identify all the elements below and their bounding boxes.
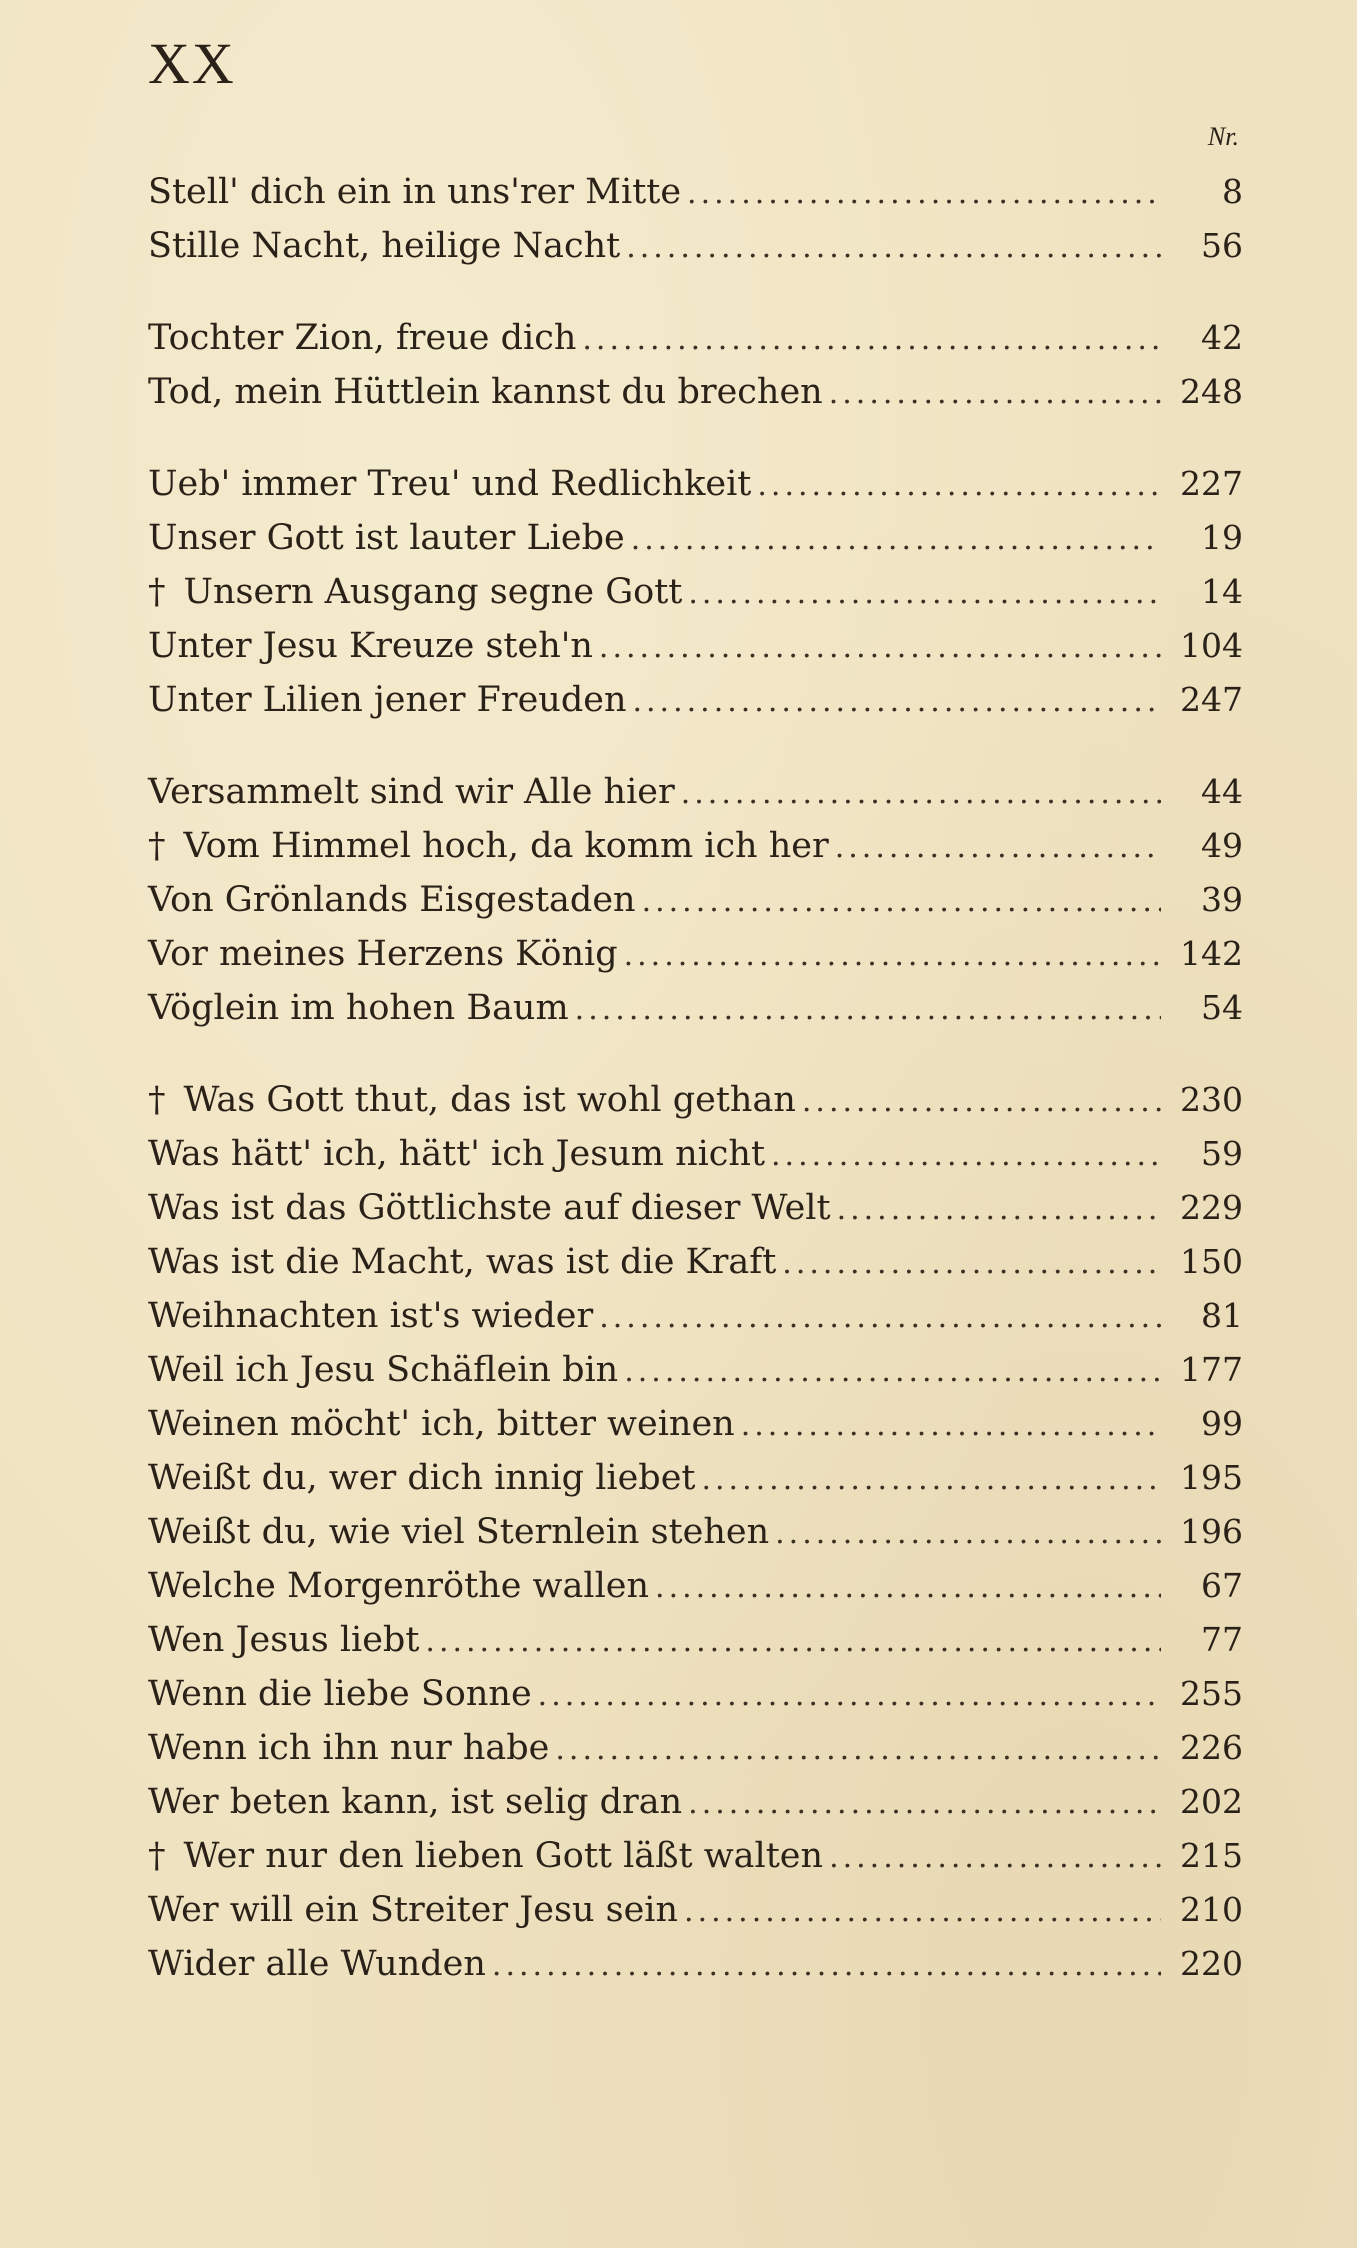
entry-title [148, 565, 682, 619]
entry-number: 226 [1180, 1728, 1243, 1767]
entry-title-text: Tod, mein Hüttlein kannst du brechen [148, 372, 823, 412]
entry-title [148, 1559, 649, 1613]
entry-number: 77 [1201, 1620, 1243, 1659]
index-entry [148, 927, 1243, 981]
dot-leader [687, 167, 1161, 221]
entry-number: 229 [1180, 1188, 1243, 1227]
index-entry [148, 365, 1243, 419]
entry-title [148, 819, 829, 873]
entry-title-text: Stell' dich ein in uns'rer Mitte [148, 172, 682, 212]
entry-title [148, 311, 576, 365]
entry-number: 215 [1180, 1836, 1243, 1875]
entry-number: 248 [1180, 372, 1243, 411]
song-index [148, 165, 1243, 2029]
entry-number: 42 [1201, 318, 1243, 357]
dot-leader [782, 1237, 1161, 1291]
dot-leader [538, 1669, 1161, 1723]
entry-title-text: Unter Jesu Kreuze steh'n [148, 626, 593, 666]
entry-title-text: Weil ich Jesu Schäflein bin [148, 1350, 619, 1390]
index-entry [148, 673, 1243, 727]
dot-leader [835, 821, 1161, 875]
entry-title-text: Ueb' immer Treu' und Redlichkeit [148, 464, 752, 504]
entry-title [148, 365, 823, 419]
entry-number: 202 [1180, 1782, 1243, 1821]
entry-number: 247 [1180, 680, 1243, 719]
index-entry [148, 457, 1243, 511]
entry-title [148, 673, 626, 727]
dot-leader [632, 675, 1161, 729]
entry-number: 227 [1180, 464, 1243, 503]
dot-leader [642, 875, 1161, 929]
entry-number: 104 [1180, 626, 1243, 665]
entry-title-text: Was ist die Macht, was ist die Kraft [148, 1242, 777, 1282]
entry-number: 54 [1201, 988, 1243, 1027]
entry-number: 56 [1201, 226, 1243, 265]
entry-title-text: Wider alle Wunden [148, 1944, 486, 1984]
entry-title-text: Unser Gott ist lauter Liebe [148, 518, 625, 558]
index-entry [148, 1559, 1243, 1613]
index-entry [148, 1127, 1243, 1181]
dot-leader [681, 767, 1161, 821]
dot-leader [626, 221, 1161, 275]
entry-title-text: Wenn ich ihn nur habe [148, 1728, 550, 1768]
entry-number: 67 [1201, 1566, 1243, 1605]
dot-leader [688, 1777, 1161, 1831]
entry-title [148, 1451, 695, 1505]
index-group [148, 457, 1243, 727]
entry-number: 49 [1201, 826, 1243, 865]
entry-title-text: Was hätt' ich, hätt' ich Jesum nicht [148, 1134, 766, 1174]
index-entry [148, 1505, 1243, 1559]
index-group [148, 311, 1243, 419]
index-entry [148, 1829, 1243, 1883]
entry-title [148, 981, 569, 1035]
index-entry [148, 511, 1243, 565]
entry-number: 142 [1180, 934, 1243, 973]
dot-leader [492, 1939, 1161, 1993]
entry-title [148, 165, 681, 219]
dot-leader [425, 1615, 1161, 1669]
entry-number: 220 [1180, 1944, 1243, 1983]
entry-title-text: Vor meines Herzens König [148, 934, 618, 974]
dot-leader [599, 1291, 1161, 1345]
entry-number: 210 [1180, 1890, 1243, 1929]
entry-title [148, 1505, 769, 1559]
entry-title [148, 219, 620, 273]
entry-number: 19 [1201, 518, 1243, 557]
entry-title [148, 1775, 682, 1829]
entry-number: 44 [1201, 772, 1243, 811]
entry-title [148, 619, 593, 673]
entry-title-text: Vöglein im hohen Baum [148, 988, 569, 1028]
index-entry [148, 1937, 1243, 1991]
entry-title [148, 1343, 618, 1397]
entry-title-text: Vom Himmel hoch, da komm ich her [183, 826, 829, 866]
entry-title [148, 1883, 678, 1937]
entry-title-text: Welche Morgenröthe wallen [148, 1566, 650, 1606]
entry-title-text: Was ist das Göttlichste auf dieser Welt [148, 1188, 831, 1228]
entry-title-text: Stille Nacht, heilige Nacht [148, 226, 621, 266]
index-entry [148, 819, 1243, 873]
entry-number: 230 [1180, 1080, 1243, 1119]
dot-leader [829, 367, 1161, 421]
index-entry [148, 1289, 1243, 1343]
entry-title [148, 1289, 593, 1343]
dagger-mark: † [148, 1080, 166, 1120]
entry-title-text: Wenn die liebe Sonne [148, 1674, 532, 1714]
index-entry [148, 1343, 1243, 1397]
index-entry [148, 1883, 1243, 1937]
entry-number: 14 [1201, 572, 1243, 611]
entry-number: 39 [1201, 880, 1243, 919]
index-entry [148, 1667, 1243, 1721]
entry-title-text: Weihnachten ist's wieder [148, 1296, 594, 1336]
entry-title [148, 765, 675, 819]
entry-number: 195 [1180, 1458, 1243, 1497]
index-entry [148, 1235, 1243, 1289]
index-entry [148, 1721, 1243, 1775]
dot-leader [775, 1507, 1161, 1561]
entry-title-text: Wer will ein Streiter Jesu sein [148, 1890, 679, 1930]
index-entry [148, 1451, 1243, 1505]
index-entry [148, 1073, 1243, 1127]
dot-leader [684, 1885, 1161, 1939]
dagger-mark: † [148, 826, 166, 866]
entry-title [148, 873, 636, 927]
dot-leader [757, 459, 1161, 513]
entry-title-text: Unsern Ausgang segne Gott [183, 572, 683, 612]
dot-leader [575, 983, 1161, 1037]
index-entry [148, 1613, 1243, 1667]
dot-leader [829, 1831, 1161, 1885]
index-entry [148, 1397, 1243, 1451]
index-entry [148, 619, 1243, 673]
entry-number: 8 [1222, 172, 1243, 211]
number-column-header: Nr. [1207, 122, 1239, 151]
index-entry [148, 765, 1243, 819]
index-entry [148, 565, 1243, 619]
index-entry [148, 165, 1243, 219]
entry-title-text: Tochter Zion, freue dich [148, 318, 577, 358]
dot-leader [631, 513, 1161, 567]
dagger-mark: † [148, 1836, 166, 1876]
entry-title-text: Wer nur den lieben Gott läßt walten [183, 1836, 824, 1876]
dot-leader [802, 1075, 1161, 1129]
entry-number: 99 [1201, 1404, 1243, 1443]
dagger-mark: † [148, 572, 166, 612]
index-entry [148, 981, 1243, 1035]
entry-title [148, 1613, 419, 1667]
dot-leader [655, 1561, 1161, 1615]
entry-title-text: Von Grönlands Eisgestaden [148, 880, 636, 920]
entry-title-text: Unter Lilien jener Freuden [148, 680, 627, 720]
dot-leader [837, 1183, 1161, 1237]
index-group [148, 765, 1243, 1035]
entry-title [148, 457, 751, 511]
dot-leader [688, 567, 1161, 621]
dot-leader [624, 929, 1161, 983]
index-entry [148, 1181, 1243, 1235]
index-entry [148, 873, 1243, 927]
entry-title-text: Weinen möcht' ich, bitter weinen [148, 1404, 735, 1444]
dot-leader [582, 313, 1161, 367]
entry-title-text: Wer beten kann, ist selig dran [148, 1782, 683, 1822]
entry-number: 196 [1180, 1512, 1243, 1551]
entry-title-text: Wen Jesus liebt [148, 1620, 420, 1660]
entry-title [148, 1181, 831, 1235]
entry-title-text: Versammelt sind wir Alle hier [148, 772, 675, 812]
dot-leader [771, 1129, 1161, 1183]
entry-title-text: Weißt du, wie viel Sternlein stehen [148, 1512, 770, 1552]
dot-leader [599, 621, 1161, 675]
entry-title [148, 1073, 796, 1127]
entry-title [148, 1235, 776, 1289]
index-entry [148, 219, 1243, 273]
entry-title [148, 1937, 486, 1991]
dot-leader [555, 1723, 1161, 1777]
entry-title [148, 1721, 549, 1775]
entry-title [148, 1127, 765, 1181]
dot-leader [701, 1453, 1161, 1507]
entry-title [148, 511, 625, 565]
entry-title-text: Was Gott thut, das ist wohl gethan [183, 1080, 796, 1120]
entry-title [148, 1829, 823, 1883]
index-group [148, 1073, 1243, 1991]
entry-number: 177 [1180, 1350, 1243, 1389]
entry-title [148, 927, 618, 981]
index-entry [148, 311, 1243, 365]
entry-number: 59 [1201, 1134, 1243, 1173]
entry-number: 81 [1201, 1296, 1243, 1335]
entry-title [148, 1667, 532, 1721]
index-entry [148, 1775, 1243, 1829]
entry-number: 150 [1180, 1242, 1243, 1281]
dot-leader [624, 1345, 1161, 1399]
entry-number: 255 [1180, 1674, 1243, 1713]
dot-leader [741, 1399, 1161, 1453]
entry-title-text: Weißt du, wer dich innig liebet [148, 1458, 696, 1498]
page-number: XX [148, 31, 236, 96]
entry-title [148, 1397, 735, 1451]
index-group [148, 165, 1243, 273]
